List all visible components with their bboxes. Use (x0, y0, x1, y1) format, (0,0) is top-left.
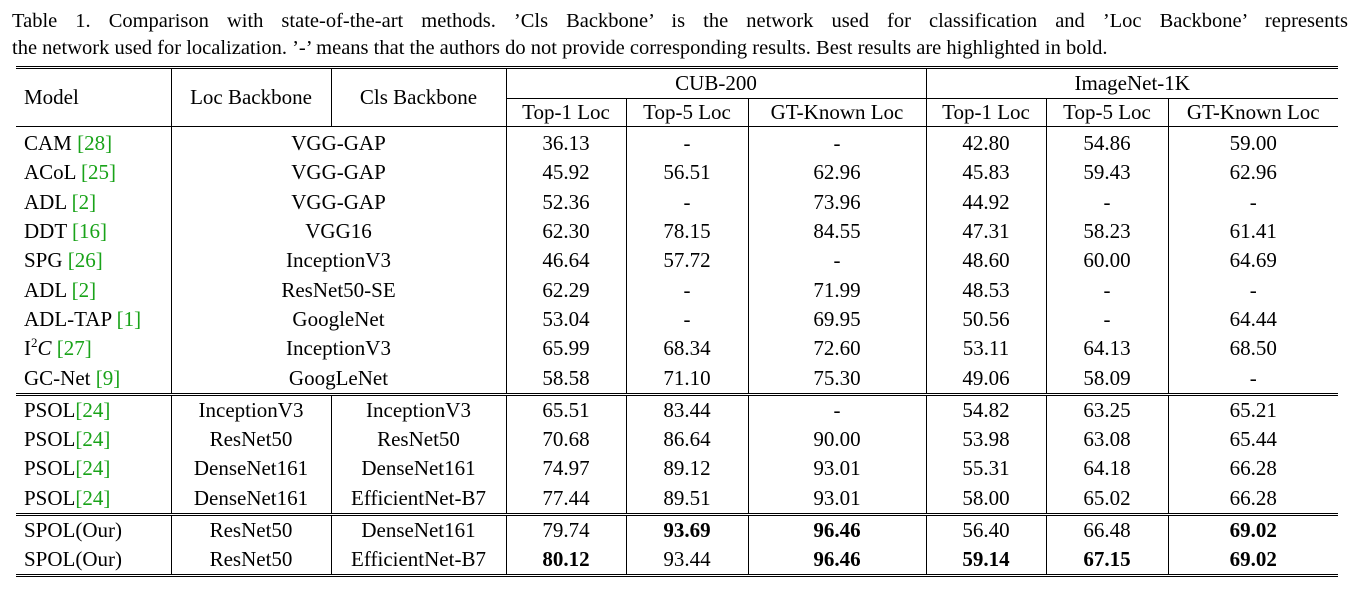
loc-backbone-cell: ResNet50 (171, 545, 331, 576)
cls-backbone-cell: DenseNet161 (331, 514, 506, 545)
header-imagenet-gtk: GT-Known Loc (1168, 99, 1338, 127)
value-cell: 79.74 (506, 514, 626, 545)
backbone-cell: VGG16 (171, 217, 506, 246)
table-row (16, 514, 1338, 545)
value-cell: 48.53 (926, 275, 1046, 304)
loc-backbone-cell: InceptionV3 (171, 394, 331, 425)
citation-link[interactable]: [26] (67, 248, 103, 273)
model-cell (16, 188, 171, 217)
value-cell: - (1046, 275, 1168, 304)
value-cell: 53.98 (926, 425, 1046, 454)
value-cell: 77.44 (506, 484, 626, 515)
model-cell (16, 275, 171, 304)
value-cell: 50.56 (926, 305, 1046, 334)
value-cell: 59.14 (926, 545, 1046, 576)
citation-link[interactable]: [25] (80, 160, 116, 185)
citation-link[interactable]: [24] (75, 397, 111, 422)
backbone-cell: InceptionV3 (171, 334, 506, 363)
value-cell: 52.36 (506, 188, 626, 217)
value-cell: 53.04 (506, 305, 626, 334)
table-row (16, 127, 1338, 159)
backbone-cell: GoogLeNet (171, 363, 506, 394)
header-imagenet-top1: Top-1 Loc (926, 99, 1046, 127)
value-cell: 90.00 (748, 425, 926, 454)
value-cell: 36.13 (506, 127, 626, 159)
backbone-cell: VGG-GAP (171, 127, 506, 159)
value-cell: 69.02 (1168, 545, 1338, 576)
header-cls-backbone: Cls Backbone (331, 68, 506, 127)
value-cell: 93.01 (748, 454, 926, 483)
model-name: GC-Net (24, 365, 96, 390)
cls-backbone-cell: DenseNet161 (331, 454, 506, 483)
value-cell: 54.82 (926, 394, 1046, 425)
value-cell: 62.30 (506, 217, 626, 246)
model-cell (16, 425, 171, 454)
value-cell: 64.44 (1229, 306, 1277, 331)
value-cell: 58.58 (506, 363, 626, 394)
header-cub-gtk: GT-Known Loc (748, 99, 926, 127)
caption-line-2: the network used for localization. ’-’ means that the authors do not provide corresponding results. Best results are highlighted in bold. (12, 37, 1108, 59)
citation-link[interactable]: [2] (71, 189, 97, 214)
section-weakly-supervised (16, 127, 1338, 395)
value-cell: - (748, 127, 926, 159)
value-cell: 93.01 (748, 484, 926, 515)
model-name: ADL-TAP (24, 306, 117, 331)
loc-backbone-cell: ResNet50 (171, 514, 331, 545)
model-cell (16, 158, 171, 187)
value-cell: 93.69 (626, 514, 748, 545)
table-row (16, 394, 1338, 425)
table-row (16, 275, 1338, 304)
value-cell: 63.08 (1046, 425, 1168, 454)
value-cell: 65.44 (1229, 427, 1277, 452)
section-psol (16, 394, 1338, 514)
value-cell: 64.18 (1046, 454, 1168, 483)
value-cell: 89.51 (626, 484, 748, 515)
cls-backbone-cell: InceptionV3 (331, 394, 506, 425)
backbone-cell: VGG-GAP (171, 188, 506, 217)
model-name: DDT (24, 219, 73, 244)
value-cell: - (626, 127, 748, 159)
value-cell: 47.31 (926, 217, 1046, 246)
value-cell: - (1249, 277, 1257, 302)
value-cell: - (1046, 188, 1168, 217)
model-cell (16, 246, 171, 275)
value-cell: 96.46 (748, 514, 926, 545)
caption-line-1: Table 1. Comparison with state-of-the-art methods. ’Cls Backbone’ is the network used for classification and ’Loc Backbone’ represents (12, 10, 1348, 32)
table-row (16, 484, 1338, 515)
value-cell: 71.99 (748, 275, 926, 304)
header-model: Model (16, 68, 171, 127)
value-cell: 80.12 (506, 545, 626, 576)
table-row (16, 217, 1338, 246)
cls-backbone-cell: EfficientNet-B7 (331, 545, 506, 576)
model-name: PSOL (24, 427, 76, 452)
value-cell: - (626, 188, 748, 217)
value-cell: 63.25 (1046, 394, 1168, 425)
table-row (16, 305, 1338, 334)
citation-link[interactable]: [27] (56, 336, 92, 361)
value-cell: - (1046, 305, 1168, 334)
header-cub-200: CUB-200 (506, 68, 926, 99)
citation-link[interactable]: [9] (95, 365, 121, 390)
backbone-cell: ResNet50-SE (171, 275, 506, 304)
model-name: CAM (24, 131, 78, 156)
value-cell: 86.64 (626, 425, 748, 454)
value-cell: 78.15 (626, 217, 748, 246)
value-cell: 65.02 (1046, 484, 1168, 515)
value-cell: - (1249, 189, 1257, 214)
value-cell: 64.13 (1046, 334, 1168, 363)
value-cell: 56.51 (626, 158, 748, 187)
citation-link[interactable]: [2] (71, 277, 97, 302)
value-cell: 58.00 (926, 484, 1046, 515)
header-cub-top5: Top-5 Loc (626, 99, 748, 127)
value-cell: 71.10 (626, 363, 748, 394)
value-cell: 54.86 (1046, 127, 1168, 159)
model-cell (16, 363, 171, 394)
value-cell: 65.21 (1168, 394, 1338, 425)
table-row (16, 454, 1338, 483)
value-cell: 44.92 (926, 188, 1046, 217)
citation-link[interactable]: [24] (75, 485, 111, 510)
header-row-1 (16, 68, 1338, 99)
value-cell: 72.60 (748, 334, 926, 363)
value-cell: 57.72 (626, 246, 748, 275)
table-row (16, 363, 1338, 394)
value-cell: 60.00 (1046, 246, 1168, 275)
model-name: SPG (24, 248, 68, 273)
value-cell: 65.99 (506, 334, 626, 363)
model-name: SPOL(Our) (24, 547, 122, 572)
value-cell: - (748, 394, 926, 425)
value-cell: 46.64 (506, 246, 626, 275)
value-cell: 70.68 (506, 425, 626, 454)
loc-backbone-cell: DenseNet161 (171, 454, 331, 483)
value-cell: - (626, 275, 748, 304)
value-cell: 42.80 (926, 127, 1046, 159)
value-cell: 62.96 (1229, 160, 1277, 185)
citation-link[interactable]: [1] (116, 306, 142, 331)
value-cell: 59.00 (1168, 127, 1338, 159)
value-cell: 64.69 (1229, 248, 1277, 273)
value-cell: 75.30 (748, 363, 926, 394)
model-superscript: 2 (31, 335, 38, 351)
value-cell: 58.23 (1046, 217, 1168, 246)
model-cell (16, 545, 171, 576)
value-cell: 59.43 (1046, 158, 1168, 187)
model-cell (16, 514, 171, 545)
citation-link[interactable]: [16] (72, 219, 108, 244)
model-cell (16, 484, 171, 515)
value-cell: 62.29 (506, 275, 626, 304)
header-loc-backbone: Loc Backbone (171, 68, 331, 127)
table-row (16, 246, 1338, 275)
value-cell: 45.83 (926, 158, 1046, 187)
model-name: PSOL (24, 485, 76, 510)
value-cell: 93.44 (626, 545, 748, 576)
value-cell: 53.11 (926, 334, 1046, 363)
model-name: ADL (24, 189, 72, 214)
cls-backbone-cell: EfficientNet-B7 (331, 484, 506, 515)
value-cell: - (1249, 365, 1257, 390)
model-cell (16, 127, 171, 159)
citation-link[interactable]: [24] (75, 456, 111, 481)
value-cell: 62.96 (748, 158, 926, 187)
model-name-italic: C (37, 336, 52, 361)
model-cell (16, 334, 171, 363)
loc-backbone-cell: DenseNet161 (171, 484, 331, 515)
value-cell: 66.28 (1229, 485, 1277, 510)
value-cell: 83.44 (626, 394, 748, 425)
table-row (16, 158, 1338, 187)
value-cell: 74.97 (506, 454, 626, 483)
backbone-cell: InceptionV3 (171, 246, 506, 275)
model-name: SPOL(Our) (24, 518, 122, 542)
value-cell: - (626, 305, 748, 334)
backbone-cell: GoogleNet (171, 305, 506, 334)
value-cell: 55.31 (926, 454, 1046, 483)
value-cell: 68.50 (1229, 336, 1277, 361)
value-cell: 49.06 (926, 363, 1046, 394)
value-cell: 65.51 (506, 394, 626, 425)
value-cell: 69.02 (1168, 514, 1338, 545)
value-cell: 96.46 (748, 545, 926, 576)
model-cell (16, 394, 171, 425)
value-cell: 66.28 (1229, 456, 1277, 481)
model-name: PSOL (24, 397, 76, 422)
value-cell: 61.41 (1229, 219, 1277, 244)
backbone-cell: VGG-GAP (171, 158, 506, 187)
value-cell: 68.34 (626, 334, 748, 363)
value-cell: 84.55 (748, 217, 926, 246)
model-name: ADL (24, 277, 72, 302)
section-spol (16, 514, 1338, 576)
table-caption (12, 8, 1348, 62)
value-cell: 66.48 (1046, 514, 1168, 545)
value-cell: 45.92 (506, 158, 626, 187)
table-row (16, 545, 1338, 576)
value-cell: - (748, 246, 926, 275)
cls-backbone-cell: ResNet50 (331, 425, 506, 454)
results-table (16, 66, 1338, 577)
model-cell (16, 454, 171, 483)
model-cell (16, 305, 171, 334)
table-row (16, 425, 1338, 454)
value-cell: 48.60 (926, 246, 1046, 275)
header-imagenet-1k: ImageNet-1K (926, 68, 1338, 99)
header-imagenet-top5: Top-5 Loc (1046, 99, 1168, 127)
citation-link[interactable]: [24] (75, 427, 111, 452)
value-cell: 58.09 (1046, 363, 1168, 394)
table-row (16, 334, 1338, 363)
citation-link[interactable]: [28] (77, 131, 113, 156)
loc-backbone-cell: ResNet50 (171, 425, 331, 454)
model-name: I (24, 336, 31, 361)
value-cell: 67.15 (1046, 545, 1168, 576)
value-cell: 73.96 (748, 188, 926, 217)
model-name: ACoL (24, 160, 81, 185)
value-cell: 56.40 (926, 514, 1046, 545)
header-cub-top1: Top-1 Loc (506, 99, 626, 127)
value-cell: 69.95 (748, 305, 926, 334)
model-name: PSOL (24, 456, 76, 481)
model-cell (16, 217, 171, 246)
value-cell: 89.12 (626, 454, 748, 483)
table-row (16, 188, 1338, 217)
